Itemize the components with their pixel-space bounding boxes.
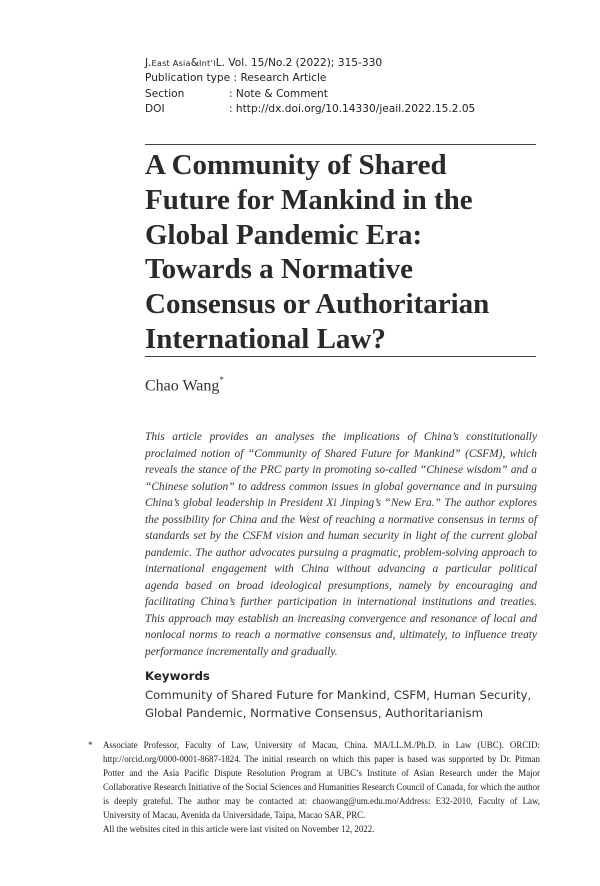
- title-line: A Community of Shared: [145, 149, 447, 181]
- title-bottom-rule: [145, 356, 536, 357]
- keywords-list: Community of Shared Future for Mankind, CSFM, Human Security, Global Pandemic, Normative Consensus, Authoritarianism: [145, 688, 532, 720]
- journal-name-east-asia: East Asia: [151, 58, 191, 68]
- author-footnote: [88, 738, 540, 836]
- footnote-marker: *: [88, 740, 93, 750]
- title-line: Future for Mankind in the: [145, 183, 473, 216]
- title-line: Consensus or Authoritarian: [145, 288, 490, 321]
- doi-label: DOI: [145, 102, 165, 115]
- publication-type-value: : Research Article: [233, 72, 327, 85]
- section-value: : Note & Comment: [229, 87, 328, 100]
- title-line: International Law?: [145, 322, 386, 355]
- author-name: Chao Wang: [145, 377, 220, 395]
- publication-type-label: Publication type: [145, 72, 231, 85]
- journal-citation: [145, 56, 475, 71]
- websites-note: All the websites cited in this article were last visited on November 12, 2022.: [103, 824, 375, 834]
- journal-prefix: J.: [145, 57, 152, 69]
- title-top-rule: [145, 144, 536, 145]
- section-label: Section: [145, 87, 185, 100]
- author-byline: [145, 376, 224, 395]
- doi-row: [145, 102, 475, 117]
- abstract: This article provides an analyses the implications of China’s constitutionally proclaimed notion of “Community of Shared Future for Mankind” (CSFM), which reveals the stance of the PRC party in promoting so-called “Chinese wisdom” and a “Chinese solution” to address common issues in global governance and in pursuing China’s global leadership in President Xi Jinping’s “New Era.” The author explores the possibility for China and the West of reaching a normative consensus in terms of standards set by the CSFM vision and human security in light of the current global pandemic. The author advocates pursuing a pragmatic, problem-solving approach to international engagement with China without advancing a particular political agenda based on broad ideological presumptions, namely by encouraging and facilitating China’s further participation in international institutions and treaties. This approach may establish an increasing convergence and resonance of local and nonlocal norms to reach a normative consensus and, ultimately, to influence treaty performance incrementally and gradually.: [145, 431, 537, 658]
- publication-type-row: [145, 71, 475, 86]
- title-line: Global Pandemic Era:: [145, 218, 423, 251]
- keywords-heading: Keywords: [145, 669, 210, 683]
- title-line: Towards a Normative: [145, 253, 413, 286]
- section-row: [145, 87, 475, 102]
- journal-ampersand: &: [190, 57, 199, 69]
- journal-name-intl: Int’l: [199, 58, 216, 68]
- journal-volume-pages: L. Vol. 15/No.2 (2022); 315-330: [215, 57, 383, 69]
- article-metadata: [145, 56, 475, 117]
- author-footnote-marker: *: [219, 375, 224, 385]
- article-title: [145, 148, 540, 357]
- doi-value: : http://dx.doi.org/10.14330/jeail.2022.15.2.05: [229, 102, 476, 115]
- footnote-text: Associate Professor, Faculty of Law, University of Macau, China. MA/LL.M./Ph.D. in Law (UBC). ORCID: http://orcid.org/0000-0001-8687-1824. The initial research on which this paper is based was supported by Dr. Pitman Potter and the Asia Pacific Dispute Resolution Program at UBC’s Institute of Asian Research under the Major Collaborative Research Initiative of the Social Sciences and Humanities Research Council of Canada, for which the author is deeply grateful. The author may be contacted at: chaowang@um.edu.mo/Address: E32-2010, Faculty of Law, University of Macau, Avenida da Universidade, Taipa, Macao SAR, PRC.: [103, 740, 540, 820]
